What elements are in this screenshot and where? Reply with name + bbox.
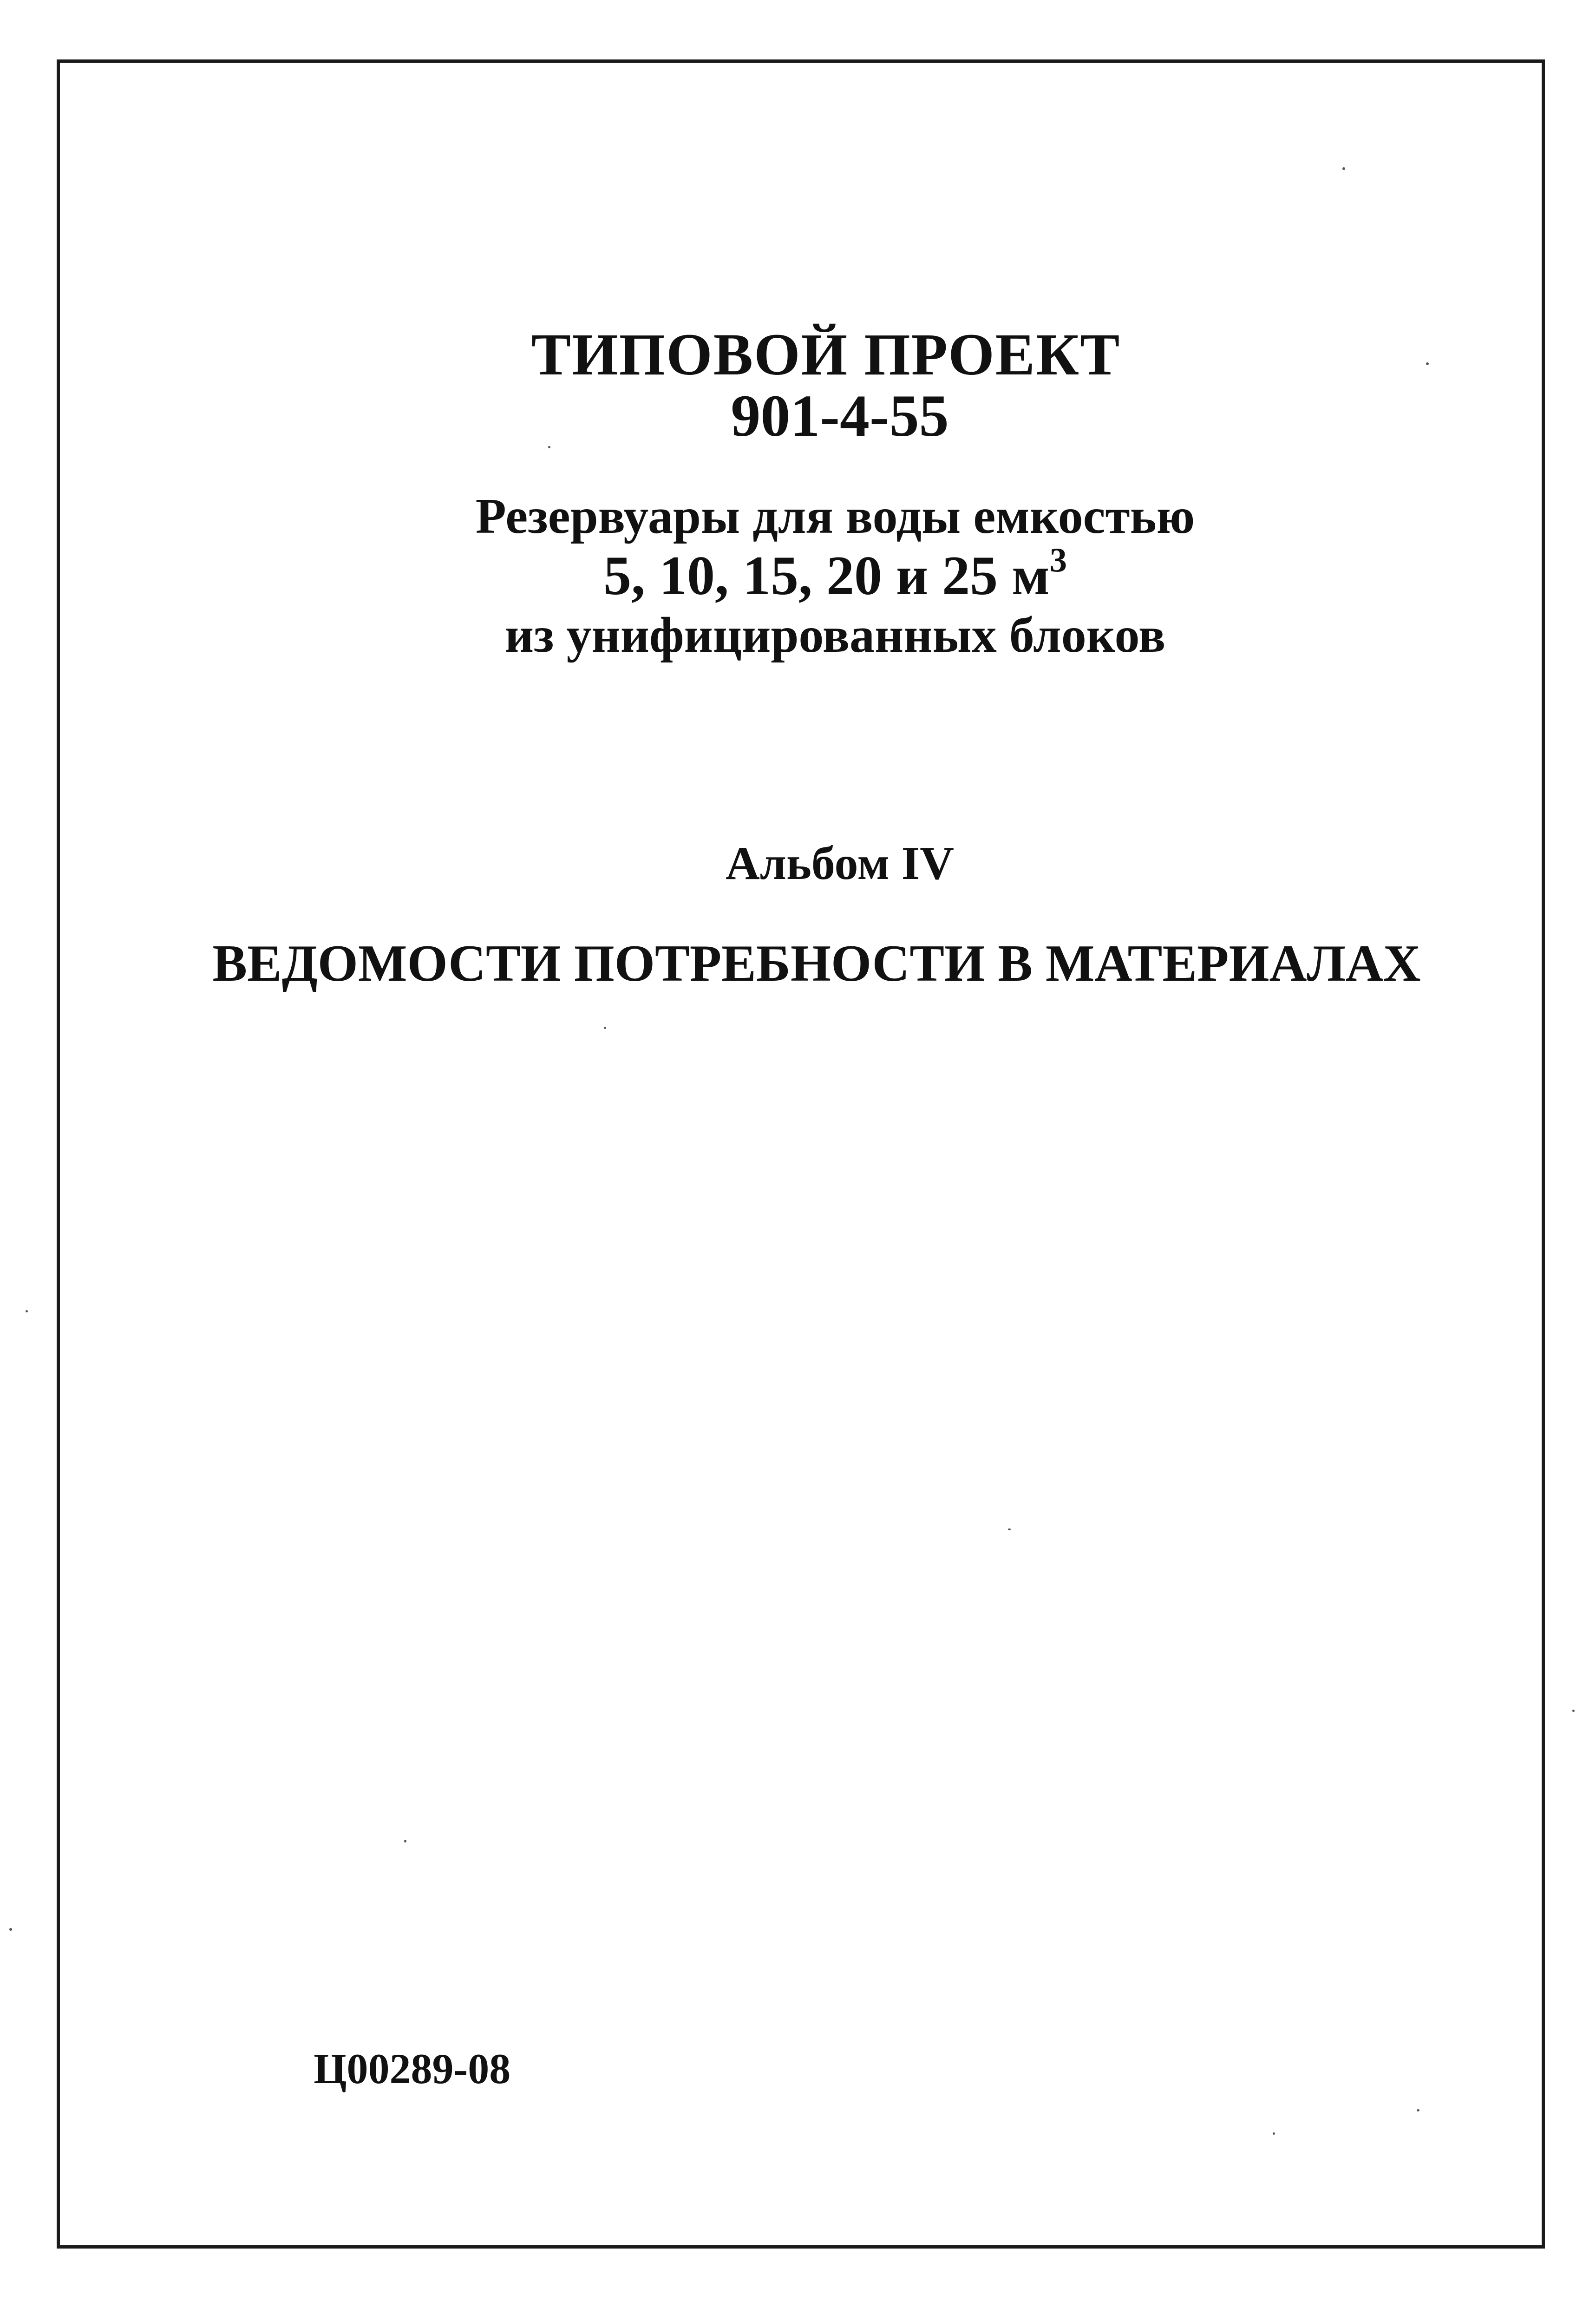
catalog-code: Ц00289-08 <box>314 2045 511 2092</box>
album-label: Альбом IV <box>726 837 954 890</box>
subtitle-line-2-text: 5, 10, 15, 20 и 25 м <box>603 544 1050 606</box>
scan-speck <box>26 1310 28 1312</box>
scan-speck <box>548 446 550 448</box>
cubic-superscript: 3 <box>1049 541 1067 580</box>
scan-speck <box>1417 2109 1419 2111</box>
subtitle-line-3: из унифицированных блоков <box>504 608 1166 663</box>
section-heading: ВЕДОМОСТИ ПОТРЕБНОСТИ В МАТЕРИАЛАХ <box>212 935 1421 992</box>
scan-speck <box>1008 1528 1011 1530</box>
scan-speck <box>9 1928 12 1931</box>
project-number: 901-4-55 <box>731 383 949 449</box>
scan-speck <box>1572 1710 1575 1712</box>
scan-speck <box>404 1840 406 1842</box>
subtitle-line-1: Резервуары для воды емкостью <box>475 489 1195 544</box>
scan-speck <box>1273 2132 1275 2135</box>
document-title: ТИПОВОЙ ПРОЕКТ <box>531 321 1121 387</box>
scan-speck <box>1342 167 1345 170</box>
subtitle-line-2 <box>37 541 1596 608</box>
scan-speck <box>604 1027 606 1029</box>
scan-speck <box>1426 362 1429 365</box>
